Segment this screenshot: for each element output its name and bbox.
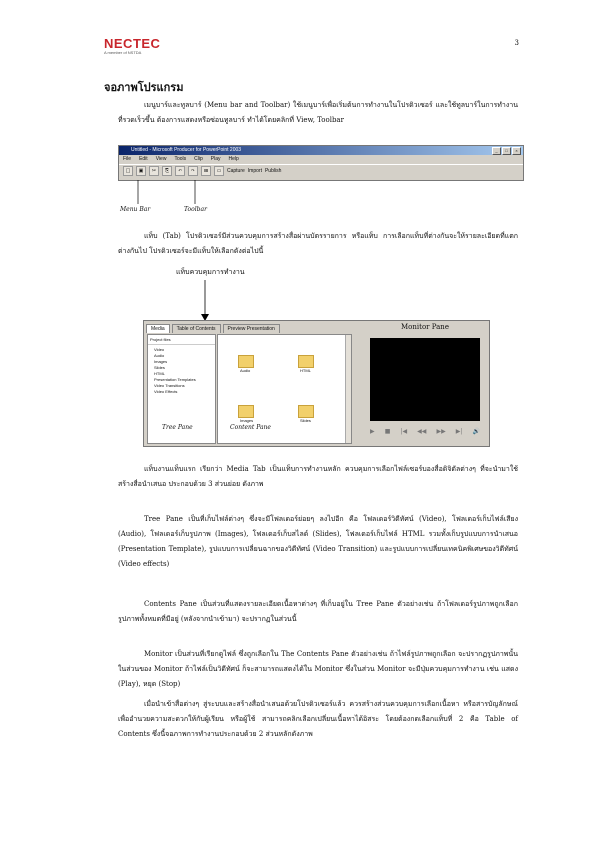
tab-table-of-contents[interactable]: Table of Contents	[172, 324, 221, 333]
undo-icon[interactable]: ↶	[175, 166, 185, 176]
folder-label: HTML	[300, 368, 311, 373]
forward-icon[interactable]: ▶▶	[436, 427, 446, 435]
tree-item-slides[interactable]: Slides	[154, 365, 165, 370]
close-icon: ×	[512, 147, 521, 155]
publish-button[interactable]: Publish	[264, 168, 282, 174]
monitor-controls	[370, 424, 480, 438]
logo-text: NECTEC	[104, 36, 161, 51]
maximize-icon: □	[502, 147, 511, 155]
paragraph-monitor: Monitor เป็นส่วนที่เรียกดูไฟล์ ซึ่งถูกเลือกใน The Contents Pane ตัวอย่างเช่น ถ้าไฟล์รูปภาพถูกเลือก จะปรากฏรูปภาพนั้นในส่วนของ Monitor ถ้าไฟล์เป็นวิดีทัศน์ ก็จะสามารถแสดงได้ใน Monitor ซึ่งในส่วน Monitor จะมีปุ่มควบคุมการทำงาน เช่น แสดง (Play), หยุด (Stop)	[118, 650, 518, 688]
menu-tools[interactable]: Tools	[174, 156, 187, 162]
paragraph-menubar: เมนูบาร์และทูลบาร์ (Menu bar and Toolbar) ใช้เมนูบาร์เพื่อเริ่มต้นการทำงานในโปรดิวเซอร์ และใช้ทูลบาร์ในการทำงานที่รวดเร็วขึ้น ต้องการแสดงหรือซ่อนทูลบาร์ ทำได้โดยคลิกที่ View, Toolbar	[118, 101, 518, 124]
tree-item-images[interactable]: Images	[154, 359, 168, 364]
label-content-pane: Content Pane	[230, 424, 271, 431]
tree-item-effects[interactable]: Video Effects	[154, 389, 178, 394]
menu-view[interactable]: View	[155, 156, 167, 162]
toolbar	[119, 164, 523, 177]
logo-subtitle: A member of NSTDA	[104, 50, 142, 55]
tree-item-templates[interactable]: Presentation Templates	[154, 377, 196, 382]
tree-item-audio[interactable]: Audio	[154, 353, 165, 358]
label-menu-bar: Menu Bar	[120, 206, 151, 213]
tab-callout-arrow	[200, 280, 210, 322]
monitor-screen	[370, 338, 480, 421]
capture-button[interactable]: Capture	[227, 168, 245, 174]
layout-icon[interactable]: ⊞	[201, 166, 211, 176]
paragraph-tree-pane: Tree Pane เป็นที่เก็บไฟล์ต่างๆ ซึ่งจะมีโฟลเดอร์ย่อยๆ ลงไปอีก คือ โฟลเดอร์วิดีทัศน์ (Video), โฟลเดอร์เก็บไฟล์เสียง (Audio), โฟลเดอร์เก็บรูปภาพ (Images), โฟลเดอร์เก็บสไลด์ (Slides), โฟลเดอร์เก็บไฟล์ HTML รวมทั้งเก็บรูปแบบการนำเสนอ (Presentation Template), รูปแบบการเปลี่ยนฉากของวิดีทัศน์ (Video Transition) และรูปแบบการเปลี่ยนเทคนิคพิเศษของวิดีทัศน์ (Video effects)	[118, 515, 518, 568]
open-icon[interactable]: ▣	[136, 166, 146, 176]
folder-icon[interactable]	[298, 405, 314, 418]
window-title: Untitled - Microsoft Producer for PowerPoint 2003	[131, 147, 242, 153]
previous-icon[interactable]: |◀	[400, 427, 408, 435]
new-icon[interactable]: □	[123, 166, 133, 176]
rewind-icon[interactable]: ◀◀	[417, 427, 427, 435]
tree-item-video[interactable]: Video	[154, 347, 165, 352]
play-icon[interactable]: ▶	[370, 427, 375, 435]
menu-play[interactable]: Play	[210, 156, 221, 162]
window-buttons	[492, 147, 521, 155]
section-heading: จอภาพโปรแกรม	[104, 81, 184, 94]
label-tab-control: แท็บควบคุมการทำงาน	[176, 268, 245, 276]
screenshot-menubar-toolbar	[118, 145, 524, 181]
folder-label: Images	[240, 418, 254, 423]
paragraph-table-of-contents: เมื่อนำเข้าสื่อต่างๆ สู่ระบบและสร้างสื่อนำเสนอด้วยโปรดิวเซอร์แล้ว ควรสร้างส่วนควบคุมการเลือกเนื้อหา หรือสารบัญลักษณ์ เพื่ออำนวยความสะดวกให้กับผู้เรียน หรือผู้ใช้ สามารถคลิกเลือกเปลี่ยนเนื้อหาได้อิสระ โดยต้องกดเลือกแท็บที่ 2 คือ Table of Contents ซึ่งนี้จอภาพการทำงานประกอบด้วย 2 ส่วนหลักดังภาพ	[118, 700, 518, 738]
minimize-icon: _	[492, 147, 501, 155]
folder-icon[interactable]	[238, 355, 254, 368]
cut-icon[interactable]: ✂	[149, 166, 159, 176]
paragraph-contents-pane: Contents Pane เป็นส่วนที่แสดงรายละเอียดเนื้อหาต่างๆ ที่เก็บอยู่ใน Tree Pane ตัวอย่างเช่น ถ้าโฟลเดอร์รูปภาพถูกเลือก รูปภาพทั้งหมดที่มีอยู่ (หลังจากนำเข้ามา) จะปรากฏในส่วนนี้	[118, 600, 518, 623]
label-toolbar: Toolbar	[184, 206, 207, 213]
label-tree-pane: Tree Pane	[162, 424, 193, 431]
menu-file[interactable]: File	[123, 156, 132, 162]
tree-item-html[interactable]: HTML	[154, 371, 165, 376]
folder-label: Audio	[240, 368, 251, 373]
window-titlebar	[119, 146, 523, 155]
display-icon[interactable]: ▭	[214, 166, 224, 176]
menu-edit[interactable]: Edit	[139, 156, 148, 162]
folder-label: Slides	[300, 418, 311, 423]
tree-item-transitions[interactable]: Video Transitions	[154, 383, 185, 388]
folder-icon[interactable]	[238, 405, 254, 418]
stop-icon[interactable]: ■	[384, 427, 391, 435]
menu-help[interactable]: Help	[228, 156, 239, 162]
tab-media[interactable]: Media	[146, 324, 170, 333]
paragraph-media-tab: แท็บงานแท็บแรก เรียกว่า Media Tab เป็นแท็บการทำงานหลัก ควบคุมการเลือกไฟล์เซอร์บองสื่อดิจิตัลต่างๆ ที่จะนำมาใช้สร้างสื่อนำเสนอ ประกอบด้วย 3 ส่วนย่อย ดังภาพ	[118, 465, 518, 488]
content-scrollbar[interactable]	[345, 335, 351, 443]
screenshot-media-tab	[143, 320, 490, 447]
monitor-pane-label: Monitor Pane	[401, 323, 449, 331]
nectec-logo	[104, 36, 160, 55]
next-icon[interactable]: ▶|	[455, 427, 463, 435]
tree-root[interactable]: Project files	[148, 335, 215, 345]
import-button[interactable]: Import	[247, 168, 262, 174]
redo-icon[interactable]: ↷	[188, 166, 198, 176]
paragraph-tab: แท็บ (Tab) โปรดิวเซอร์มีส่วนควบคุมการสร้างสื่อผ่านบัตรรายการ หรือแท็บ การเลือกแท็บที่ต่างกันจะให้รายละเอียดที่แตกต่างกันไป โปรดิวเซอร์จะมีแท็บให้เลือกดังต่อไปนี้	[118, 232, 518, 255]
menu-clip[interactable]: Clip	[194, 156, 203, 162]
tab-preview-presentation[interactable]: Preview Presentation	[223, 324, 280, 333]
volume-icon[interactable]: 🔊	[472, 427, 480, 435]
copy-icon[interactable]: ⎘	[162, 166, 172, 176]
page-number: 3	[514, 39, 519, 47]
menu-bar	[119, 155, 523, 164]
folder-icon[interactable]	[298, 355, 314, 368]
